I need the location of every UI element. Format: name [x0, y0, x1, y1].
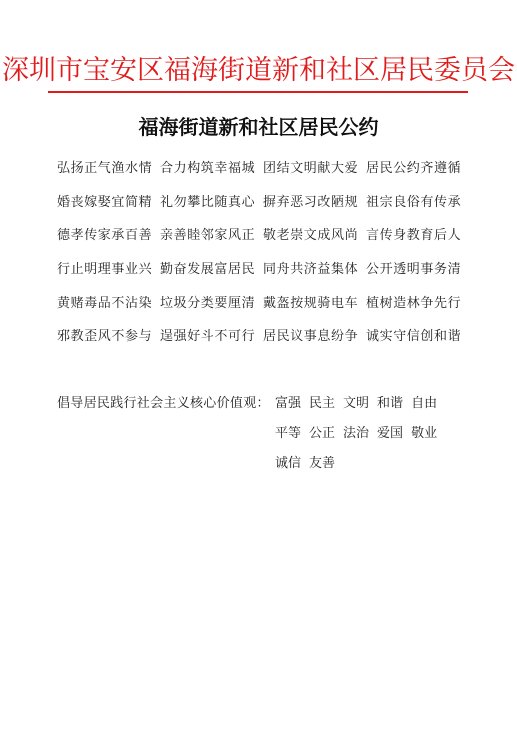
value-term: 敬业 — [411, 425, 438, 441]
verse: 居民议事息纷争 — [263, 329, 359, 345]
value-term: 文明 — [343, 395, 370, 411]
verse-row — [57, 217, 477, 251]
verse: 公开透明事务清 — [366, 262, 462, 278]
convention-verses — [57, 150, 477, 352]
value-term: 自由 — [411, 395, 438, 411]
value-term: 诚信 — [275, 455, 302, 471]
committee-header: 深圳市宝安区福海街道新和社区居民委员会 — [2, 55, 515, 86]
values-list — [275, 392, 437, 411]
verse: 戴盔按规骑电车 — [263, 295, 359, 311]
verse: 垃圾分类要厘清 — [160, 295, 256, 311]
value-term: 爱国 — [377, 425, 404, 441]
value-term: 平等 — [275, 425, 302, 441]
verse: 黄赌毒品不沾染 — [57, 295, 153, 311]
verse: 弘扬正气渔水情 — [57, 161, 153, 177]
header-divider — [48, 91, 468, 93]
values-list — [275, 422, 437, 441]
value-term: 公正 — [309, 425, 336, 441]
verse: 德孝传家承百善 — [57, 228, 153, 244]
document-title: 福海街道新和社区居民公约 — [138, 115, 379, 139]
verse: 祖宗良俗有传承 — [366, 194, 462, 210]
value-term: 和谐 — [377, 395, 404, 411]
verse: 邪教歪风不参与 — [57, 329, 153, 345]
value-term: 民主 — [309, 395, 336, 411]
values-line — [57, 446, 477, 476]
verse-row — [57, 251, 477, 285]
verse: 植树造林争先行 — [366, 295, 462, 311]
value-term: 法治 — [343, 425, 370, 441]
verse: 勤奋发展富居民 — [160, 262, 256, 278]
verse: 诚实守信创和谐 — [366, 329, 462, 345]
verse: 行止明理事业兴 — [57, 262, 153, 278]
verse: 礼勿攀比随真心 — [160, 194, 256, 210]
verse: 合力构筑幸福城 — [160, 161, 256, 177]
core-values-section — [57, 386, 477, 476]
verse: 敬老崇文成风尚 — [263, 228, 359, 244]
values-list — [275, 452, 335, 471]
verse: 团结文明献大爱 — [263, 161, 359, 177]
value-term: 富强 — [275, 395, 302, 411]
verse: 逞强好斗不可行 — [160, 329, 256, 345]
verse: 亲善睦邻家风正 — [160, 228, 256, 244]
verse: 同舟共济益集体 — [263, 262, 359, 278]
values-intro: 倡导居民践行社会主义核心价值观： — [57, 395, 270, 411]
values-line — [57, 386, 477, 416]
verse-row — [57, 150, 477, 184]
verse: 婚丧嫁娶宜简精 — [57, 194, 153, 210]
verse: 居民公约齐遵循 — [366, 161, 462, 177]
verse: 摒弃恶习改陋规 — [263, 194, 359, 210]
value-term: 友善 — [309, 455, 336, 471]
verse-row — [57, 284, 477, 318]
verse: 言传身教育后人 — [366, 228, 462, 244]
values-line — [57, 416, 477, 446]
verse-row — [57, 184, 477, 218]
verse-row — [57, 318, 477, 352]
